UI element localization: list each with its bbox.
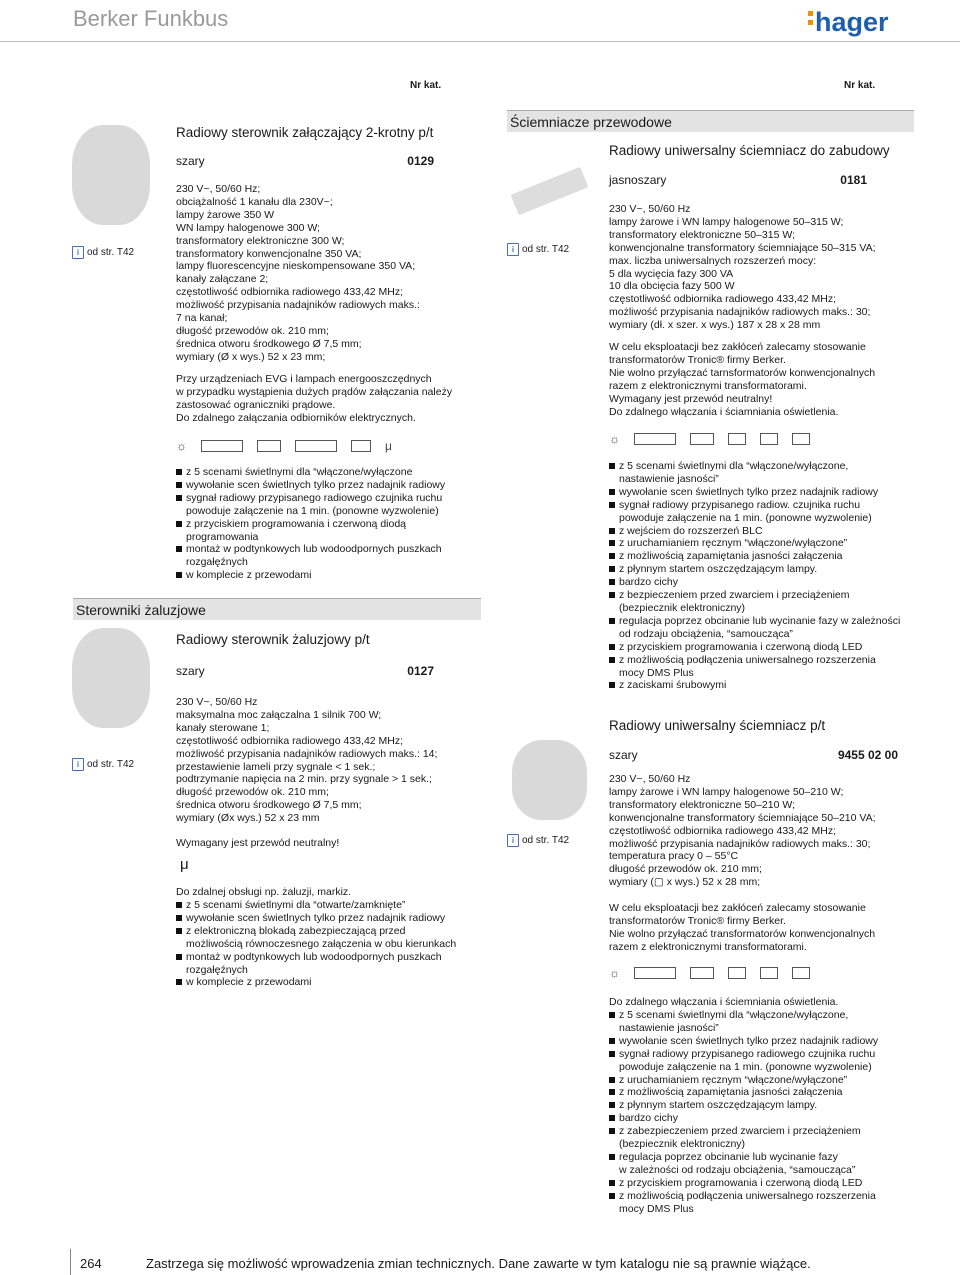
feature-item: z zabezpieczeniem przed zwarciem i przeciążeniem (bezpiecznik elektroniczny)	[609, 1125, 919, 1151]
product-code: 0129	[407, 154, 434, 168]
section-header-blinds: Sterowniki żaluzjowe	[73, 598, 481, 620]
info-icon: i	[72, 246, 84, 259]
transformer-icon	[690, 433, 714, 445]
sku-row-0127	[176, 664, 434, 678]
product-title-0181: Radiowy uniwersalny ściemniacz do zabudowy	[609, 143, 890, 158]
color-label: szary	[609, 748, 638, 762]
mu-icon: μ	[385, 439, 392, 453]
halogen-icon	[634, 967, 676, 979]
spec-list-0127: 230 V~, 50/60 Hz maksymalna moc załączalna 1 silnik 700 W; kanały sterowane 1; częstotliwość odbiornika radiowego 433,42 MHz; możliwość przypisania nadajników radiowych maks.: 14; przestawienie lameli przy sygnale < 1 sek.; podtrzymanie napięcia na 2 min. przy sygnale > 1 sek.; długość przewodów ok. 210 mm; średnica otworu środkowego Ø 7,5 mm; wymiary (Øx wys.) 52 x 23 mm	[176, 696, 438, 825]
ref-link-0127[interactable]	[72, 758, 134, 771]
color-label: szary	[176, 154, 205, 168]
lamp-icon: ☼	[609, 432, 620, 446]
product-code: 0127	[407, 664, 434, 678]
feature-item: wywołanie scen świetlnych tylko przez nadajnik radiowy	[176, 912, 486, 925]
feature-item: z elektroniczną blokadą zabezpieczającą przed możliwością równoczesnego załączenia w obu kierunkach	[176, 925, 486, 951]
svg-text:hager: hager	[815, 8, 889, 37]
feature-list-94550200	[609, 1009, 919, 1216]
product-title-0129: Radiowy sterownik załączający 2-krotny p/t	[176, 125, 434, 140]
feature-item: z 5 scenami świetlnymi dla “otwarte/zamknięte”	[176, 899, 486, 912]
product-image-0127	[72, 628, 150, 728]
feature-item: sygnał radiowy przypisanego radiowego czujnika ruchu powoduje załączenie na 1 min. (ponowne wyzwolenie)	[609, 1048, 919, 1074]
note-0127: Wymagany jest przewód neutralny!	[176, 837, 340, 849]
spec-list-0181: 230 V~, 50/60 Hz lampy żarowe i WN lampy halogenowe 50–315 W; transformatory elektroniczne 50–315 W; konwencjonalne transformatory ściemniające 50–315 VA; max. liczba uniwersalnych rozszerzeń mocy: 5 dla wycięcia fazy 300 VA 10 dla obcięcia fazy 500 W częstotliwość odbiornika radiowego 433,42 MHz; możliwość przypisania nadajników radiowych maks.: 30; wymiary (dł. x szer. x wys.) 187 x 28 x 28 mm	[609, 203, 876, 332]
feature-item: montaż w podtynkowych lub wodoodpornych puszkach rozgałęźnych	[176, 951, 486, 977]
ref-link-0181[interactable]	[507, 243, 569, 256]
symbol-row-0181	[609, 432, 810, 446]
feature-item: z wejściem do rozszerzeń BLC	[609, 525, 919, 538]
halogen-icon	[201, 440, 243, 452]
capacitive-icon	[792, 433, 810, 445]
nr-kat-right: Nr kat.	[844, 80, 876, 91]
note-0129: Przy urządzeniach EVG i lampach energooszczędnych w przypadku wystąpienia dużych prądów załączania należy zastosować ograniczniki prądowe. Do zdalnego załączania odbiorników elektrycznych.	[176, 373, 453, 424]
symbol-row-0129	[176, 439, 392, 453]
spec-list-0129: 230 V~, 50/60 Hz; obciążalność 1 kanału dla 230V~; lampy żarowe 350 W WN lampy halogenowe 300 W; transformatory elektroniczne 300 W; transformatory konwencjonalne 350 VA; lampy fluorescencyjne nieskompensowane 350 VA; kanały załączane 2; częstotliwość odbiornika radiowego 433,42 MHz; możliwość przypisania nadajników radiowych maks.: 7 na kanał; długość przewodów ok. 210 mm; średnica otworu środkowego Ø 7,5 mm; wymiary (Ø x wys.) 52 x 23 mm;	[176, 183, 420, 363]
feature-item: sygnał radiowy przypisanego radiowego czujnika ruchu powoduje załączenie na 1 min. (ponowne wyzwolenie)	[176, 492, 476, 518]
ref-text: od str. T42	[522, 244, 570, 255]
ref-link-94550200[interactable]	[507, 834, 569, 847]
feature-item: z możliwością zapamiętania jasności załączenia	[609, 550, 919, 563]
feature-list-0181	[609, 460, 919, 692]
feature-item: z 5 scenami świetlnymi dla “włączone/wyłączone, nastawienie jasności”	[609, 1009, 919, 1035]
lamp-icon: ☼	[176, 439, 187, 453]
product-image-0181	[511, 167, 589, 215]
feature-item: z 5 scenami świetlnymi dla “włączone/wyłączone	[176, 466, 476, 479]
feature-item: z przyciskiem programowania i czerwoną diodą programowania	[176, 518, 476, 544]
product-code: 9455 02 00	[837, 748, 898, 762]
footer-divider	[70, 1249, 71, 1275]
product-image-94550200	[512, 740, 587, 820]
feature-item: bardzo cichy	[609, 576, 919, 589]
nr-kat-left: Nr kat.	[410, 80, 442, 91]
spec-list-94550200: 230 V~, 50/60 Hz lampy żarowe i WN lampy halogenowe 50–210 W; transformatory elektroniczne 50–210 W; konwencjonalne transformatory ściemniające 50–210 VA; częstotliwość odbiornika radiowego 433,42 MHz; możliwość przypisania nadajników radiowych maks.: 30; temperatura pracy 0 – 55°C długość przewodów ok. 210 mm; wymiary (▢ x wys.) 52 x 28 mm;	[609, 773, 876, 889]
feature-item: z płynnym startem oszczędzającym lampy.	[609, 563, 919, 576]
feature-item: z 5 scenami świetlnymi dla “włączone/wyłączone, nastawienie jasności”	[609, 460, 919, 486]
feature-item: wywołanie scen świetlnych tylko przez nadajnik radiowy	[609, 486, 919, 499]
led-icon	[351, 440, 371, 452]
header-divider	[0, 41, 960, 42]
capacitive-icon	[792, 967, 810, 979]
intro-94550200: Do zdalnego włączania i ściemniania oświetlenia.	[609, 996, 839, 1008]
feature-item: regulacja poprzez obcinanie lub wycinanie fazy w zależności od rodzaju obciążenia, “samoucząca”	[609, 615, 919, 641]
feature-item: w komplecie z przewodami	[176, 569, 476, 582]
feature-item: z uruchamianiem ręcznym “włączone/wyłączone”	[609, 1074, 919, 1087]
feature-item: z możliwością podłączenia uniwersalnego rozszerzenia mocy DMS Plus	[609, 654, 919, 680]
feature-list-0129	[176, 466, 476, 582]
feature-item: wywołanie scen świetlnych tylko przez nadajnik radiowy	[609, 1035, 919, 1048]
feature-item: regulacja poprzez obcinanie lub wycinanie fazy w zależności od rodzaju obciążenia, “samoucząca”	[609, 1151, 919, 1177]
legal-note: Zastrzega się możliwość wprowadzenia zmian technicznych. Dane zawarte w tym katalogu nie są prawnie wiążące.	[146, 1256, 811, 1271]
feature-item: sygnał radiowy przypisanego radiow. czujnika ruchu powoduje załączenie na 1 min. (ponowne wyzwolenie)	[609, 499, 919, 525]
color-label: szary	[176, 664, 205, 678]
dimmer-icon	[728, 433, 746, 445]
product-image-0129	[72, 125, 150, 225]
feature-item: z zaciskami śrubowymi	[609, 679, 919, 692]
fluorescent-icon	[295, 440, 337, 452]
led-icon	[760, 433, 778, 445]
note-0181: W celu eksploatacji bez zakłóceń zalecamy stosowanie transformatorów Tronic® firmy Berker. Nie wolno przyłączać tarnsformatorów konwencjonalnych razem z elektronicznymi transformatorami. Wymagany jest przewód neutralny! Do zdalnego włączania i ściamniania oświetlenia.	[609, 341, 876, 418]
lamp-icon: ☼	[609, 966, 620, 980]
note-94550200: W celu eksploatacji bez zakłóceń zalecamy stosowanie transformatorów Tronic® firmy Berker. Nie wolno przyłączać transformatorów konwencjonalnych razem z elektronicznymi transformatorami.	[609, 902, 876, 953]
feature-item: z przyciskiem programowania i czerwoną diodą LED	[609, 641, 919, 654]
symbol-row-94550200	[609, 966, 810, 980]
transformer-icon	[257, 440, 281, 452]
led-icon	[760, 967, 778, 979]
feature-item: z możliwością zapamiętania jasności załączenia	[609, 1086, 919, 1099]
ref-text: od str. T42	[522, 835, 570, 846]
halogen-icon	[634, 433, 676, 445]
sku-row-0129	[176, 154, 434, 168]
mu-icon: μ	[180, 856, 189, 873]
catalog-title: Berker Funkbus	[73, 6, 229, 31]
feature-item: bardzo cichy	[609, 1112, 919, 1125]
ref-text: od str. T42	[87, 247, 135, 258]
info-icon: i	[507, 243, 519, 256]
section-header-dimmers: Ściemniacze przewodowe	[507, 110, 914, 132]
sku-row-94550200	[609, 748, 898, 762]
feature-item: z przyciskiem programowania i czerwoną diodą LED	[609, 1177, 919, 1190]
sku-row-0181	[609, 173, 867, 187]
feature-item: w komplecie z przewodami	[176, 976, 486, 989]
feature-list-0127	[176, 899, 486, 989]
info-icon: i	[507, 834, 519, 847]
ref-link-0129[interactable]	[72, 246, 134, 259]
product-title-0127: Radiowy sterownik żaluzjowy p/t	[176, 632, 370, 647]
dimmer-icon	[728, 967, 746, 979]
info-icon: i	[72, 758, 84, 771]
page-number: 264	[80, 1256, 102, 1271]
feature-item: z uruchamianiem ręcznym “włączone/wyłączone”	[609, 537, 919, 550]
color-label: jasnoszary	[609, 173, 667, 187]
feature-item: montaż w podtynkowych lub wodoodpornych puszkach rozgałęźnych	[176, 543, 476, 569]
feature-item: z bezpieczeniem przed zwarciem i przeciążeniem (bezpiecznik elektroniczny)	[609, 589, 919, 615]
feature-item: z możliwością podłączenia uniwersalnego rozszerzenia mocy DMS Plus	[609, 1190, 919, 1216]
product-code: 0181	[840, 173, 867, 187]
feature-item: z płynnym startem oszczędzającym lampy.	[609, 1099, 919, 1112]
ref-text: od str. T42	[87, 759, 135, 770]
transformer-icon	[690, 967, 714, 979]
feature-item: wywołanie scen świetlnych tylko przez nadajnik radiowy	[176, 479, 476, 492]
intro-0127: Do zdalnej obsługi np. żaluzji, markiz.	[176, 886, 352, 898]
product-title-94550200: Radiowy uniwersalny ściemniacz p/t	[609, 718, 826, 733]
hager-logo	[808, 8, 903, 38]
